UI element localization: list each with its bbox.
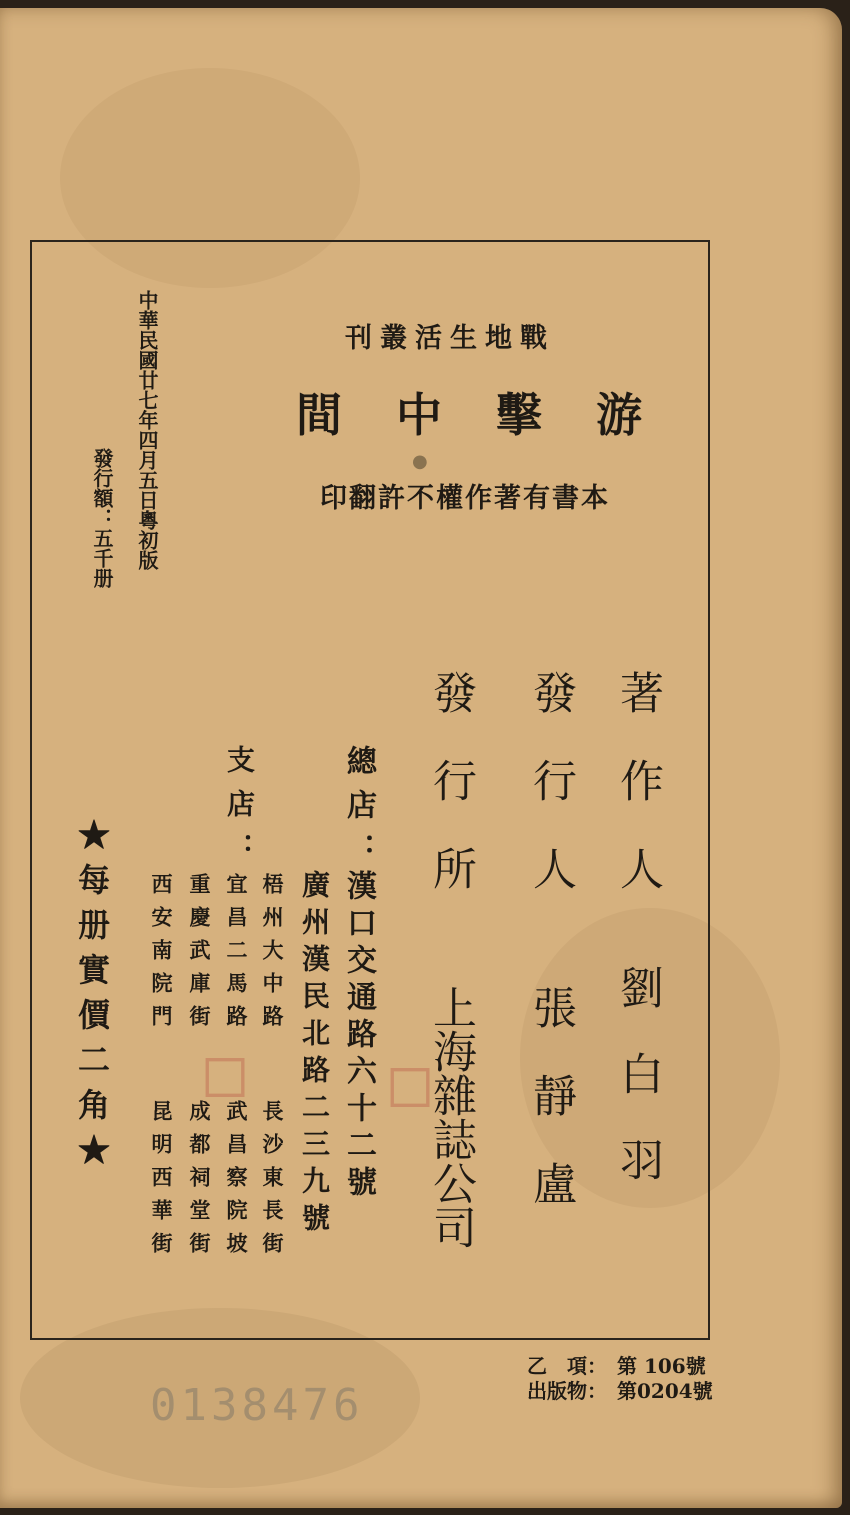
branch-chongqing: 重慶武庫街	[187, 873, 212, 1038]
branch-guangzhou: 廣州漢民北路二三九號	[298, 870, 331, 1240]
branch-kunming: 昆明西華街	[149, 1100, 174, 1265]
publisher-name: 張靜盧	[525, 985, 576, 1249]
branch-label: 支店：	[223, 745, 256, 877]
registration-label-2: 出版物：	[527, 1379, 607, 1403]
head-store-label: 總店：	[341, 745, 376, 877]
branch-changsha: 長沙東長街	[260, 1100, 285, 1265]
registration-label-1: 乙 項：	[527, 1354, 607, 1378]
branch-yichang: 宜昌二馬路	[224, 873, 249, 1038]
head-store-address: 漢口交通路六十二號	[341, 870, 376, 1203]
registration-value-2: 第0204號	[617, 1379, 713, 1403]
library-stamp: ◻	[190, 1038, 260, 1108]
series-title: 戰地生活叢刊	[345, 323, 555, 354]
price-notice: ★每册實價二角★	[73, 818, 111, 1178]
ornament-dot: ●	[412, 451, 428, 472]
branch-wuzhou: 梧州大中路	[260, 873, 285, 1038]
branch-wuchang: 武昌察院坡	[224, 1100, 249, 1265]
copyright-notice: 本書有著作權不許翻印	[320, 483, 610, 514]
print-run: 發行額：五千册	[90, 448, 114, 588]
branch-chengdu: 成都祠堂街	[187, 1100, 212, 1265]
library-stamp: ◻	[375, 1048, 445, 1118]
branch-xian: 西安南院門	[149, 873, 174, 1038]
book-title: 游擊中間	[296, 388, 696, 442]
house-name: 上海雜誌公司	[425, 985, 476, 1249]
accession-number: 0138476	[150, 1380, 364, 1431]
author-label: 著作人	[612, 670, 663, 934]
house-label: 發行所	[425, 670, 476, 934]
author-name: 劉白羽	[612, 965, 663, 1223]
edition-date: 中華民國廿七年四月五日粵初版	[135, 290, 159, 570]
publisher-label: 發行人	[525, 670, 576, 934]
registration-value-1: 第 106號	[617, 1354, 706, 1378]
